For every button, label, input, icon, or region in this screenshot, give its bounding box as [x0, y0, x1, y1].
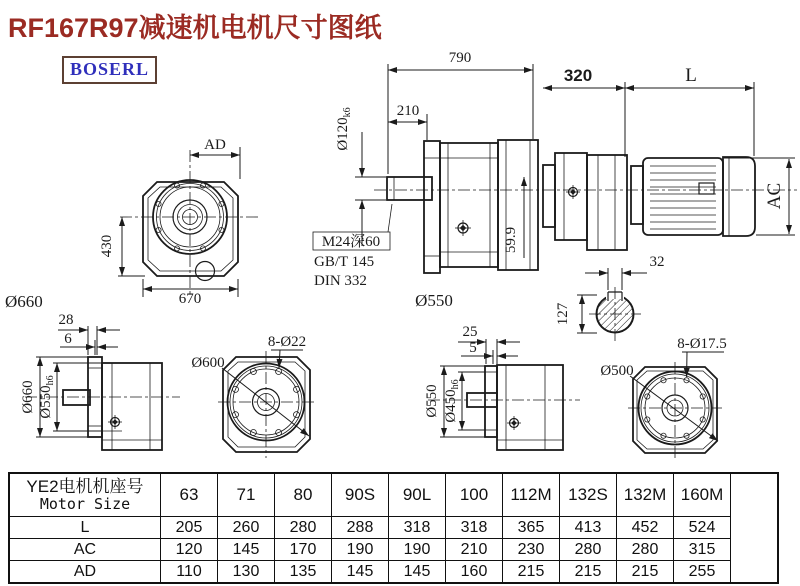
dim-28: 28 [58, 312, 74, 328]
spigot-450-tolerance: h6 [450, 379, 461, 390]
note-din: DIN 332 [314, 273, 367, 289]
output-side-view-660 [20, 312, 180, 450]
dimension-value-cell: 205 [161, 517, 218, 539]
dimension-value-cell: 145 [389, 561, 446, 584]
fan-cowl [723, 157, 755, 236]
note-gbt: GB/T 145 [314, 254, 375, 270]
spigot-450-value: Ø450 [443, 389, 459, 423]
motor-fins [650, 166, 716, 229]
table-header-en: Motor Size [39, 495, 131, 514]
page-title: RF167R97减速机电机尺寸图纸 [8, 13, 382, 43]
size-column-header: 100 [446, 473, 503, 517]
dimension-value-cell: 280 [275, 517, 332, 539]
dimension-value-cell: 145 [218, 539, 275, 561]
motor-bell [587, 155, 627, 250]
table-row-L [9, 517, 778, 539]
gear-housing [440, 143, 498, 267]
dimension-value-cell: 215 [617, 561, 674, 584]
dimension-value-cell: 210 [446, 539, 503, 561]
front-view [99, 137, 260, 307]
output-side-view-550 [424, 324, 580, 450]
motor-table-header-row [9, 473, 778, 517]
dimension-value-cell: 318 [389, 517, 446, 539]
motor-spigot [631, 166, 643, 224]
label-diameter-550: Ø550 [415, 291, 453, 310]
dim-ad: AD [204, 137, 226, 153]
size-column-header: 112M [503, 473, 560, 517]
size-column-header: 63 [161, 473, 218, 517]
flange-view-500 [600, 336, 726, 458]
oil-plug-icon [455, 220, 471, 236]
dimension-value-cell: 365 [503, 517, 560, 539]
size-column-header: 132S [560, 473, 617, 517]
dim-790: 790 [448, 50, 472, 66]
dimension-value-cell: 160 [446, 561, 503, 584]
dim-25: 25 [462, 324, 478, 340]
table-trailing-spacer [731, 473, 779, 583]
size-column-header: 71 [218, 473, 275, 517]
dimension-value-cell: 145 [332, 561, 389, 584]
brand-logo-text: BOSERL [70, 59, 150, 79]
dim-bcd-500: Ø500 [600, 363, 634, 379]
dimension-value-cell: 413 [560, 517, 617, 539]
dim-670: 670 [178, 291, 202, 307]
dim-holes-22: 8-Ø22 [267, 334, 307, 350]
dimension-value-cell: 288 [332, 517, 389, 539]
dimension-value-cell: 135 [275, 561, 332, 584]
dimension-value-cell: 255 [674, 561, 731, 584]
dim-5: 5 [469, 340, 477, 356]
table-header-cn: YE2电机机座号 [26, 476, 144, 496]
dimension-value-cell: 170 [275, 539, 332, 561]
dim-430: 430 [99, 234, 115, 258]
row-label: AD [9, 561, 161, 584]
motor-body [643, 158, 723, 235]
label-diameter-660: Ø660 [5, 292, 43, 311]
dimension-value-cell: 230 [503, 539, 560, 561]
dimension-value-cell: 130 [218, 561, 275, 584]
adapter-flange [543, 165, 555, 227]
dimension-value-cell: 315 [674, 539, 731, 561]
dim-spigot-450 [443, 379, 461, 422]
table-row-AD [9, 561, 778, 584]
dimension-value-cell: 318 [446, 517, 503, 539]
main-side-view [313, 50, 797, 341]
size-column-header: 80 [275, 473, 332, 517]
dim-210: 210 [396, 103, 420, 119]
shaft-diameter-value: Ø120 [335, 117, 351, 151]
dimension-value-cell: 190 [389, 539, 446, 561]
spigot-550-tolerance: h6 [45, 375, 56, 386]
row-label: L [9, 517, 161, 539]
size-column-header: 90L [389, 473, 446, 517]
table-row-AC [9, 539, 778, 561]
dim-ac: AC [764, 182, 785, 210]
size-column-header: 132M [617, 473, 674, 517]
flange-view-600 [191, 334, 316, 458]
dimension-value-cell: 280 [560, 539, 617, 561]
vent-plug-icon [566, 185, 580, 199]
dimension-value-cell: 280 [617, 539, 674, 561]
dim-bcd-600: Ø600 [191, 355, 225, 371]
dimension-value-cell: 452 [617, 517, 674, 539]
dim-holes-17-5: 8-Ø17.5 [677, 336, 727, 352]
dimension-value-cell: 110 [161, 561, 218, 584]
dim-flange-660: Ø660 [20, 380, 36, 414]
dimension-value-cell: 215 [560, 561, 617, 584]
dim-320: 320 [563, 66, 593, 85]
note-tap: M24深60 [321, 234, 381, 250]
spigot-550-value: Ø550 [38, 385, 54, 419]
oil-plug-icon [108, 415, 122, 429]
dimension-value-cell: 190 [332, 539, 389, 561]
motor-nameplate [699, 183, 714, 194]
dim-6: 6 [64, 331, 72, 347]
dim-flange-550: Ø550 [424, 384, 440, 418]
dim-L: L [685, 65, 697, 86]
oil-plug-icon [507, 416, 521, 430]
row-label: AC [9, 539, 161, 561]
dimension-value-cell: 524 [674, 517, 731, 539]
table-header-motor-size [9, 473, 161, 517]
dim-spigot-550 [38, 375, 56, 418]
output-flange [424, 141, 440, 273]
dim-127: 127 [555, 302, 571, 326]
size-column-header: 160M [674, 473, 731, 517]
shaft-diameter-tolerance: k6 [342, 107, 353, 118]
dimension-value-cell: 260 [218, 517, 275, 539]
size-column-header: 90S [332, 473, 389, 517]
motor-size-table [8, 472, 779, 584]
dim-59-9: 59.9 [503, 226, 519, 254]
dim-32: 32 [649, 254, 665, 270]
dim-shaft-diameter [335, 107, 353, 150]
dimension-value-cell: 120 [161, 539, 218, 561]
dimension-value-cell: 215 [503, 561, 560, 584]
